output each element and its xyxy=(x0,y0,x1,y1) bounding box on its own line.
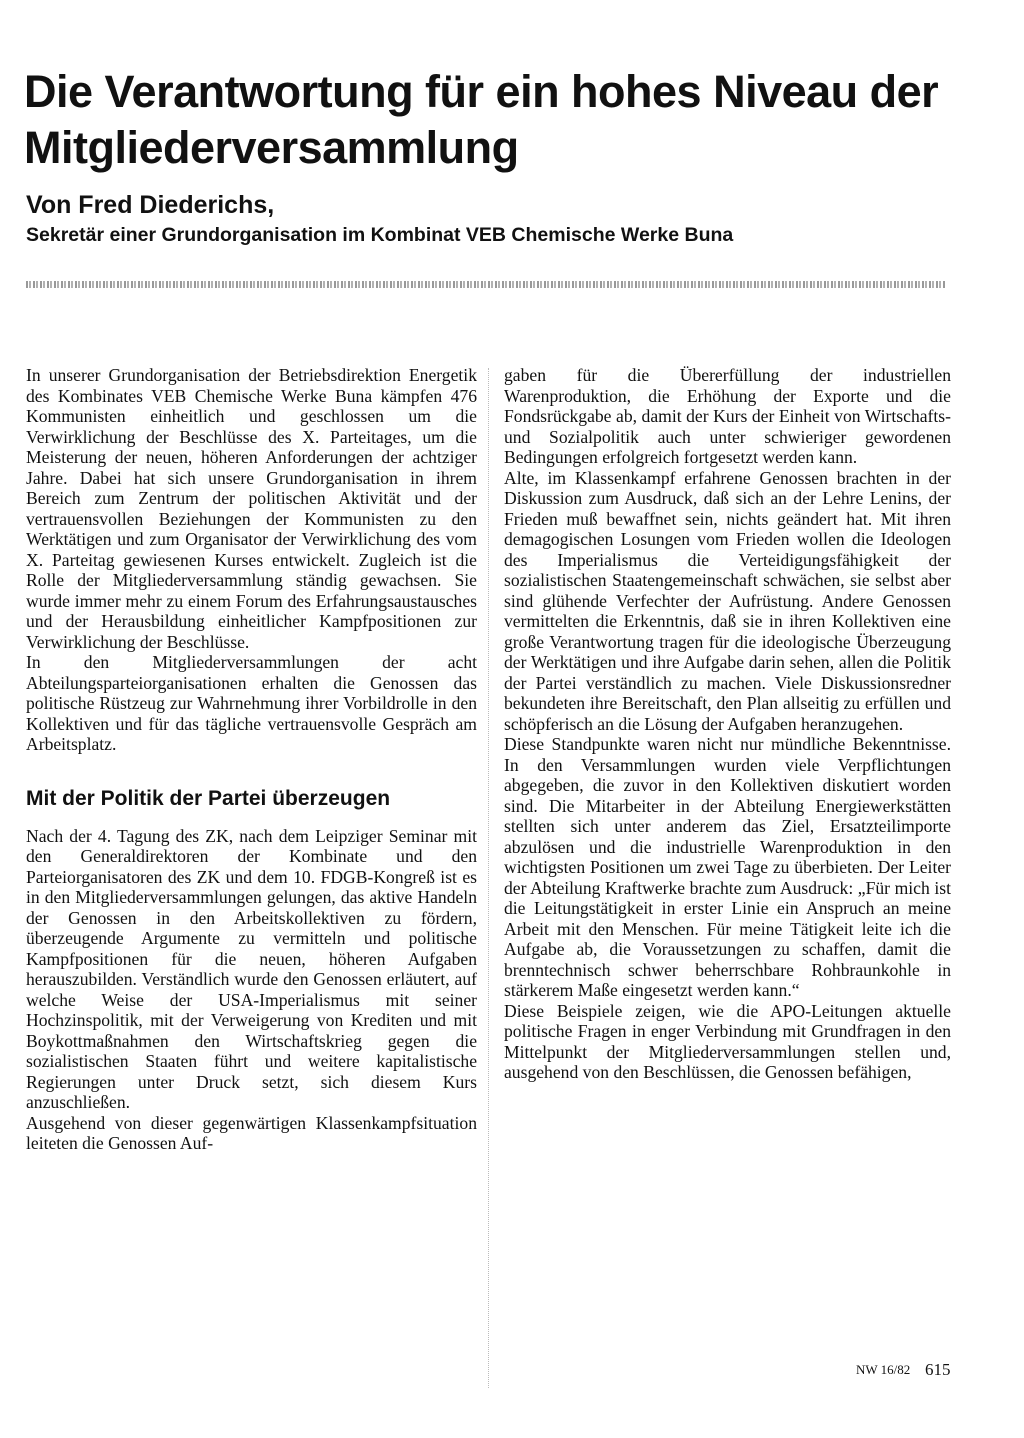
decorative-divider xyxy=(26,281,946,288)
author-name: Von Fred Diederichs, xyxy=(26,191,275,219)
page-number: 615 xyxy=(925,1360,951,1379)
author-block xyxy=(26,188,976,248)
section-heading: Mit der Politik der Partei überzeugen xyxy=(26,786,391,810)
paragraph: Ausgehend von dieser gegenwärtigen Klassenkampfsituation leiteten die Genossen Auf- xyxy=(26,1112,477,1153)
paragraph: In den Mitgliederversammlungen der acht Abteilungsparteiorganisationen erhalten die Genossen das politische Rüstzeug zur Wahrnehmung ihrer Vorbildrolle in den Kollektiven und für das tägliche vertrauensvolle Gespräch am Arbeitsplatz. xyxy=(26,652,477,754)
paragraph: Diese Standpunkte waren nicht nur mündliche Bekenntnisse. In den Versammlungen wurden viele Verpflichtungen abgegeben, die zuvor in den Kollektiven diskutiert worden sind. Die Mitarbeiter in der Abteilung Energiewerkstätten stellten sich unter anderem das Ziel, Ersatzteilimporte abzulösen und die industrielle Warenproduktion in den wichtigsten Positionen um zwei Tage zu überbieten. Der Leiter der Abteilung Kraftwerke brachte zum Ausdruck: „Für mich ist die Leitungstätigkeit in erster Linie ein Anspruch an meine Arbeit mit den Menschen. Für meine Tätigkeit leite ich die Aufgabe ab, die Voraussetzungen zu schaffen, damit die brenntechnisch schwer beherrschbare Rohbraunkohle in stärkerem Maße eingesetzt werden kann.“ xyxy=(504,734,951,1000)
column-right xyxy=(504,365,951,1083)
paragraph: Nach der 4. Tagung des ZK, nach dem Leipziger Seminar mit den Generaldirektoren der Kombinate und den Parteiorganisatoren des ZK und dem 10. FDGB-Kongreß ist es in den Mitgliederversammlungen gelungen, das aktive Handeln der Genossen in den Arbeitskollektiven zu fördern, überzeugende Argumente zu vermitteln und politische Kampfpositionen für die neuen, höheren Aufgaben herauszubilden. Verständlich wurde den Genossen erläutert, auf welche Weise der USA-Imperialismus mit seiner Hochzinspolitik, mit der Verweigerung von Krediten und mit Boykottmaßnahmen den Wirtschaftskrieg gegen die sozialistischen Staaten führt und weitere kapitalistische Regierungen unter Druck setzt, sich diesem Kurs anzuschließen. xyxy=(26,825,477,1112)
article-title: Die Verantwortung für ein hohes Niveau der Mitgliederversammlung xyxy=(24,66,939,173)
journal-issue: NW 16/82 xyxy=(856,1362,911,1377)
column-left xyxy=(26,365,477,1154)
paragraph: In unserer Grundorganisation der Betriebsdirektion Energetik des Kombinates VEB Chemische Werke Buna kämpfen 476 Kommunisten einheitlich und geschlossen um die Verwirklichung der Beschlüsse des X. Parteitages, um die Meisterung der neuen, höheren Anforderungen der achtziger Jahre. Dabei hat sich unsere Grundorganisation in ihrem Bereich zum Zentrum der politischen Aktivität und der vertrauensvollen Beziehungen der Kommunisten zu den Werktätigen und zum Organisator der Verwirklichung des vom X. Parteitag gewiesenen Kurses entwickelt. Zugleich ist die Rolle der Mitgliederversammlung ständig gewachsen. Sie wurde immer mehr zu einem Forum des Erfahrungsaustausches und der Herausbildung einheitlicher Kampfpositionen zur Verwirklichung der Beschlüsse. xyxy=(26,365,477,652)
author-role: Sekretär einer Grundorganisation im Kombinat VEB Chemische Werke Buna xyxy=(26,224,734,246)
paragraph: Diese Beispiele zeigen, wie die APO-Leitungen aktuelle politische Fragen in enger Verbindung mit Grundfragen in den Mittelpunkt der Mitgliederversammlungen stellen und, ausgehend von den Beschlüssen, die Genossen befähigen, xyxy=(504,1000,951,1082)
paragraph: Alte, im Klassenkampf erfahrene Genossen brachten in der Diskussion zum Ausdruck, daß sich an der Lehre Lenins, der Frieden muß bewaffnet sein, nichts geändert hat. Mit ihren demagogischen Losungen vom Frieden wollen die Ideologen des Imperialismus die Verteidigungsfähigkeit der sozialistischen Staatengemeinschaft schwächen, sie selbst aber sind glühende Verfechter der Aufrüstung. Andere Genossen vermittelten die Erkenntnis, daß sie in ihren Kollektiven eine große Verantwortung tragen für die ideologische Überzeugung der Werktätigen und ihre Aufgabe darin sehen, allen die Politik der Partei verständlich zu machen. Viele Diskussionsredner bekundeten ihre Bereitschaft, den Plan allseitig zu erfüllen und schöpferisch an die Lösung der Aufgaben heranzugehen. xyxy=(504,467,951,734)
column-divider xyxy=(488,368,489,1388)
paragraph: gaben für die Übererfüllung der industriellen Warenproduktion, die Erhöhung der Exporte und die Fondsrückgabe ab, damit der Kurs der Einheit von Wirtschafts- und Sozialpolitik auch unter schwieriger gewordenen Bedingungen erfolgreich fortgesetzt werden kann. xyxy=(504,365,951,467)
